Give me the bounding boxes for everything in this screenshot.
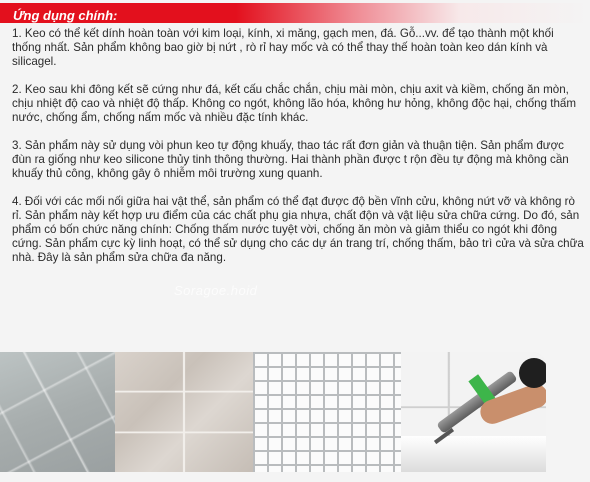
caulking-application-image <box>401 352 546 472</box>
paragraph-1: 1. Keo có thể kết dính hoàn toàn với kim loại, kính, xi măng, gạch men, đá. Gỗ...vv. để tạo thành một khối thống nhất. Sản phẩm không bao giờ bị nứt , rò rỉ hay mốc và có thể thay thế hoàn toàn keo dán kính và silicagel. <box>12 27 554 68</box>
header-banner <box>0 3 590 23</box>
worker-sleeve <box>519 358 546 388</box>
image-gallery <box>0 352 590 472</box>
stone-tile-image <box>115 352 253 472</box>
paragraph-3: 3. Sản phẩm này sử dụng vòi phun keo tự động khuấy, thao tác rất đơn giản và thuận tiện. Sản phẩm được đùn ra giống như keo silicone thủy tinh thông thường. Hai thành phần được t rộn đều tự động mà không cần khuấy thủ công, không gây ô nhiễm môi trường xung quanh. <box>12 139 569 180</box>
paragraph-4: 4. Đối với các mối nối giữa hai vật thể, sản phẩm có thể đạt được độ bền vĩnh cửu, không nứt vỡ và không rò rỉ. Sản phẩm này kết hợp ưu điểm của các chất phụ gia nhựa, chất độn và vật liệu sửa chữa cứng. Do đó, sản phẩm có bốn chức năng chính: Chống thấm nước tuyệt vời, chống ăn mòn và giảm thiểu co ngót khi đông cứng. Sản phẩm cực kỳ linh hoạt, có thể sử dụng cho các dự án trang trí, chống thấm, bảo trì cửa và sửa chữa nhà. Đây là sản phẩm sửa chữa đa năng. <box>12 195 584 264</box>
marble-tile-image <box>0 352 115 472</box>
content-body <box>12 27 584 279</box>
paragraph-2: 2. Keo sau khi đông kết sẽ cứng như đá, kết cấu chắc chắn, chịu mài mòn, chịu axit và kiềm, chống ăn mòn, chịu nhiệt độ cao và nhiệt độ thấp. Không co ngót, không lão hóa, không hư hỏng, không độc hại, chống thấm nước, chống ẩm, chống nấm mốc và nhiều đặc tính khác. <box>12 83 577 124</box>
bathtub-edge <box>401 436 546 472</box>
watermark-text: Soragoe.hoid <box>174 283 258 298</box>
mosaic-tile-image <box>253 352 401 472</box>
section-title: Ứng dụng chính: <box>13 8 118 23</box>
